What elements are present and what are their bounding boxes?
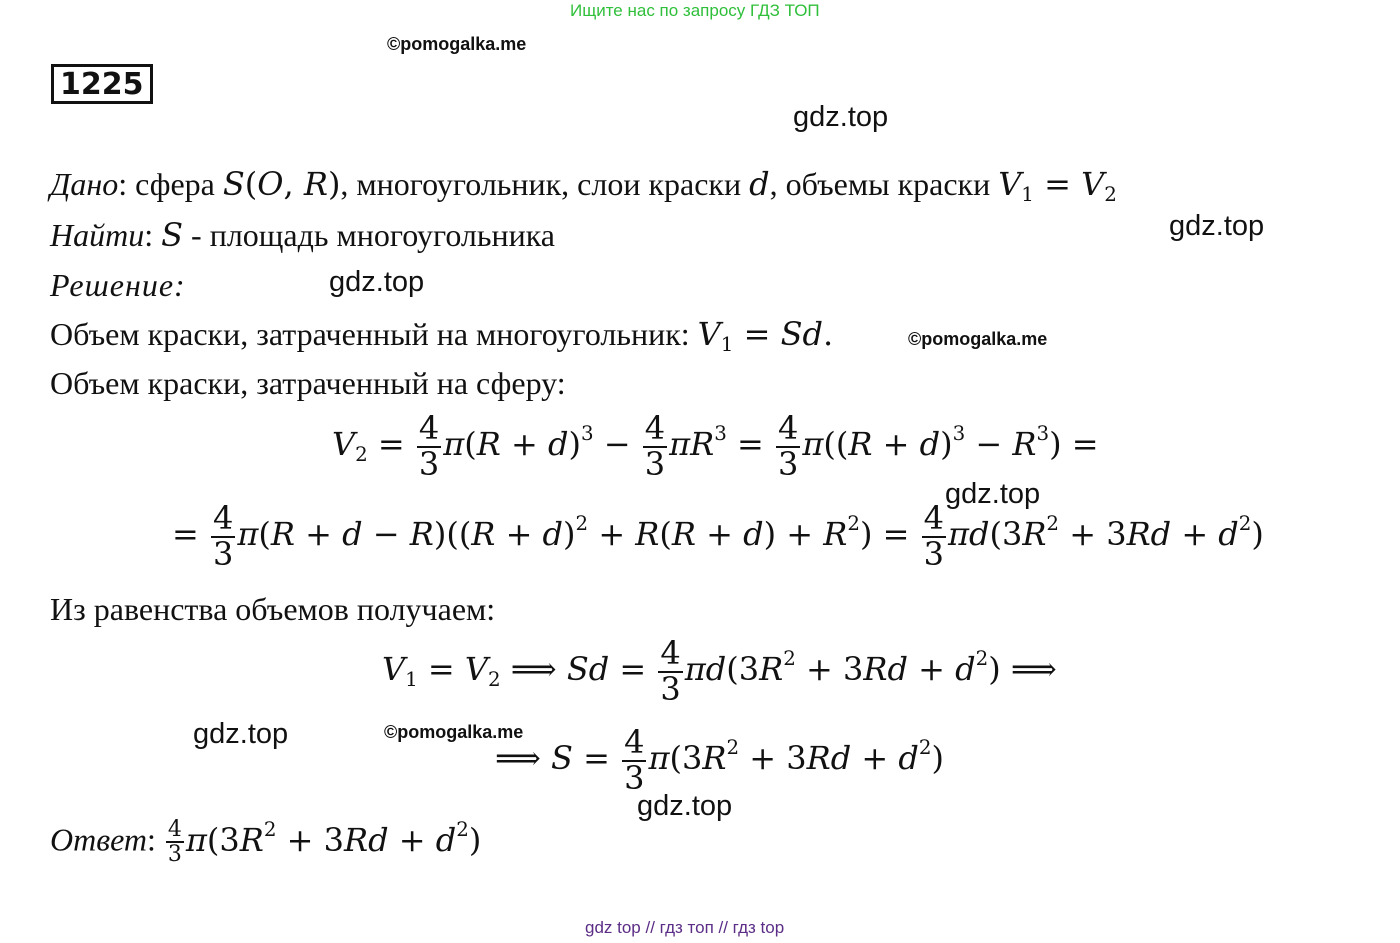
gdz-watermark: gdz.top bbox=[329, 266, 425, 298]
fraction-four-thirds: $\frac{4}{3}$ bbox=[923, 499, 944, 573]
gdz-watermark: gdz.top bbox=[193, 718, 289, 750]
answer-formula: $\frac{4}{3}$ $\pi(3R^2 + 3Rd + d^2)$ bbox=[167, 817, 482, 868]
equation-factorization: = $\frac{4}{3}$ $\pi(R + d - R)((R + d)^2 + R(R + d) + R^2)$ = $\frac{4}{3}$ $\pi d(3R^2 + 3Rd + d^2)$ bbox=[172, 499, 1264, 573]
fraction-four-thirds: $\frac{4}{3}$ bbox=[418, 409, 440, 483]
math-s: S bbox=[161, 216, 184, 254]
fraction-four-thirds: $\frac{4}{3}$ bbox=[624, 723, 645, 797]
solution-line-3: Из равенства объемов получаем: bbox=[50, 591, 496, 627]
equation-v2-expansion: $V_2$ = $\frac{4}{3}$ $\pi(R + d)^3$ − $\frac{4}{3}$ $\pi R^3$ = $\frac{4}{3}$ $\pi((R + d)^3 - R^3)$ = bbox=[332, 409, 1099, 483]
answer-line bbox=[50, 818, 481, 866]
fraction-four-thirds: $\frac{4}{3}$ bbox=[778, 409, 799, 483]
math-d: d bbox=[749, 165, 770, 203]
answer-colon: : bbox=[147, 821, 156, 858]
math-v1-sd: $V_1 = Sd$. bbox=[697, 315, 834, 356]
pomogalka-watermark: ©pomogalka.me bbox=[387, 34, 527, 54]
gdz-watermark: gdz.top bbox=[793, 101, 889, 133]
solution-line-1-text: Объем краски, затраченный на многоугольник: bbox=[50, 316, 698, 352]
find-label: Найти bbox=[50, 217, 145, 253]
given-text-3: , объемы краски bbox=[769, 166, 999, 202]
gdz-watermark: gdz.top bbox=[637, 790, 733, 822]
find-colon: : bbox=[144, 217, 162, 253]
fraction-four-thirds: $\frac{4}{3}$ bbox=[660, 634, 681, 708]
math-v1-eq-v2: $V_1 = V_2$ bbox=[998, 165, 1117, 206]
answer-label: Ответ bbox=[50, 821, 147, 858]
solution-line-1 bbox=[50, 315, 834, 356]
fraction-four-thirds: $\frac{4}{3}$ bbox=[644, 409, 666, 483]
fraction-four-thirds: $\frac{4}{3}$ bbox=[212, 499, 234, 573]
top-banner: Ищите нас по запросу ГДЗ ТОП bbox=[570, 1, 820, 20]
math-sphere-args: (O, R) bbox=[244, 165, 341, 203]
find-text: - площадь многоугольника bbox=[183, 217, 555, 253]
problem-number: 1225 bbox=[51, 64, 153, 104]
solution-line-2: Объем краски, затраченный на сферу: bbox=[50, 365, 566, 401]
given-text-1: : сфера bbox=[118, 166, 223, 202]
given-label: Дано bbox=[50, 166, 119, 202]
footer-links: gdz top // гдз топ // гдз top bbox=[585, 918, 785, 937]
fraction-four-thirds-small: $\frac{4}{3}$ bbox=[167, 817, 182, 868]
equation-volumes-equal: $V_1 = V_2$ ⟹ Sd = $\frac{4}{3}$ $\pi d(3R^2 + 3Rd + d^2)$ ⟹ bbox=[382, 634, 1057, 708]
math-sphere: S bbox=[222, 165, 245, 203]
given-text-2: , многоугольник, слои краски bbox=[340, 166, 750, 202]
find-line bbox=[50, 217, 555, 253]
gdz-watermark: gdz.top bbox=[945, 478, 1041, 510]
pomogalka-watermark: ©pomogalka.me bbox=[908, 329, 1048, 349]
pomogalka-watermark: ©pomogalka.me bbox=[384, 722, 524, 742]
given-line bbox=[50, 165, 1117, 206]
solution-label: Решение: bbox=[50, 267, 186, 303]
equation-result: ⟹ S = $\frac{4}{3}$ $\pi(3R^2 + 3Rd + d^2)$ bbox=[495, 723, 944, 797]
gdz-watermark: gdz.top bbox=[1169, 210, 1265, 242]
